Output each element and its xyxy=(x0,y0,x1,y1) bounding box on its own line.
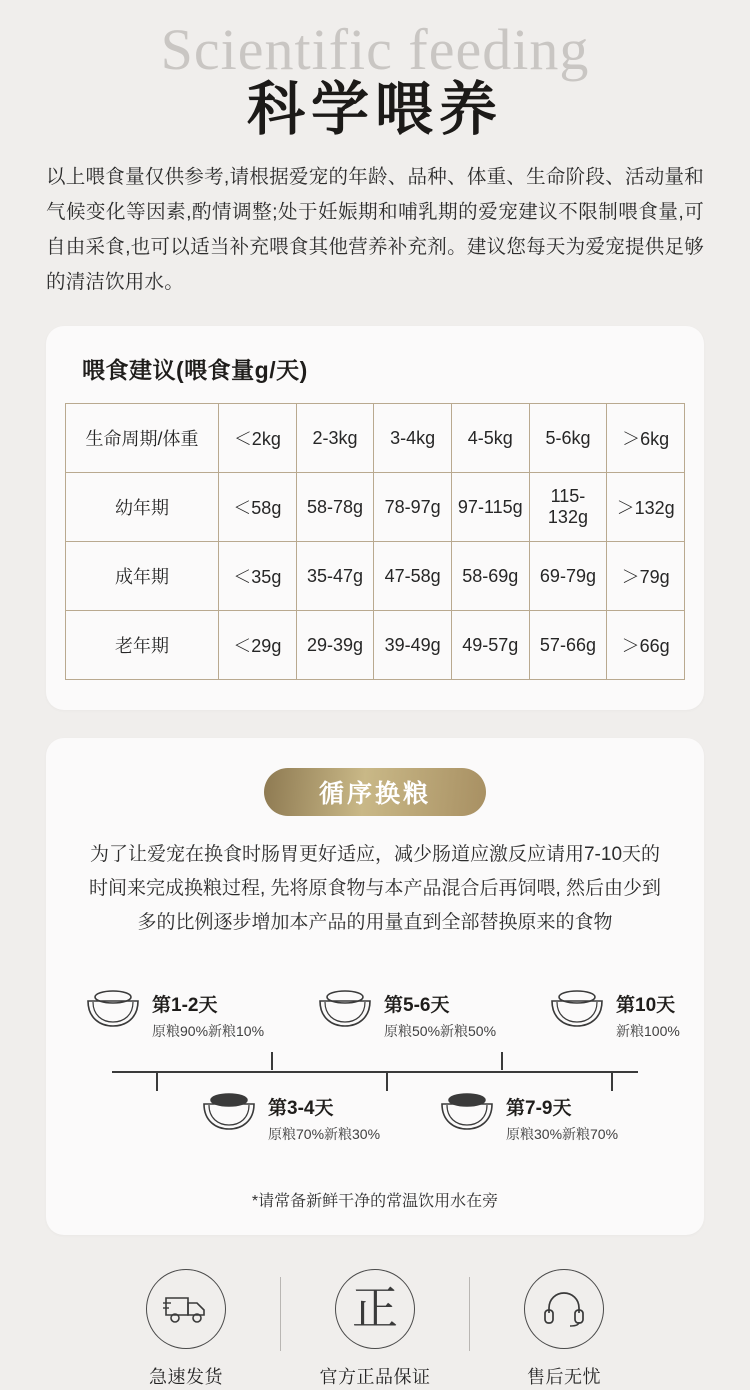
feeding-guide-title: 喂食建议(喂食量g/天) xyxy=(82,357,308,383)
table-cell: ＞79g xyxy=(607,542,685,611)
bowl-icon xyxy=(82,988,144,1028)
table-cell: 39-49g xyxy=(374,611,452,680)
table-row xyxy=(66,611,685,680)
table-cell: 57-66g xyxy=(529,611,607,680)
bowl-icon xyxy=(436,1091,498,1131)
table-cell: 35-47g xyxy=(296,542,374,611)
table-header-cell: 生命周期/体重 xyxy=(66,404,219,473)
timeline-day-label: 第1-2天 xyxy=(152,995,218,1016)
table-header-cell: ＞6kg xyxy=(607,404,685,473)
table-cell: 58-69g xyxy=(451,542,529,611)
table-cell: 成年期 xyxy=(66,542,219,611)
table-cell: 29-39g xyxy=(296,611,374,680)
table-header-cell: 3-4kg xyxy=(374,404,452,473)
divider xyxy=(469,1277,470,1351)
timeline-ratio-label: 新粮100% xyxy=(616,1023,680,1039)
header-background-text: Scientific feeding xyxy=(160,17,590,82)
table-cell: 58-78g xyxy=(296,473,374,542)
service-guarantees xyxy=(0,1269,750,1389)
table-cell: ＞66g xyxy=(607,611,685,680)
table-cell: 115-132g xyxy=(529,473,607,542)
table-cell: 幼年期 xyxy=(66,473,219,542)
table-cell: ＜35g xyxy=(219,542,297,611)
service-item-after-sales xyxy=(474,1269,654,1389)
zheng-glyph: 正 xyxy=(352,1283,398,1334)
table-cell: 老年期 xyxy=(66,611,219,680)
timeline-day-label: 第5-6天 xyxy=(384,995,450,1016)
intro-paragraph: 以上喂食量仅供参考,请根据爱宠的年龄、品种、体重、生命阶段、活动量和气候变化等因素,酌情调整;处于妊娠期和哺乳期的爱宠建议不限制喂食量,可自由采食,也可以适当补充喂食其他营养补充剂。建议您每天为爱宠提供足够的清洁饮用水。 xyxy=(46,166,704,293)
zheng-character-icon xyxy=(335,1269,415,1349)
table-cell: ＞132g xyxy=(607,473,685,542)
transition-description: 为了让爱宠在换食时肠胃更好适应，减少肠道应激反应请用7-10天的时间来完成换粮过程, 先将原食物与本产品混合后再饲喂, 然后由少到多的比例逐步增加本产品的用量直到全部替换原来的食物 xyxy=(88,844,662,933)
timeline-ratio-label: 原粮90%新粮10% xyxy=(152,1023,265,1039)
timeline-tick xyxy=(386,1073,388,1091)
timeline-day-label: 第3-4天 xyxy=(268,1098,334,1119)
service-label: 售后无忧 xyxy=(527,1367,601,1387)
water-note: *请常备新鲜干净的常温饮用水在旁 xyxy=(251,1193,499,1210)
table-cell: 97-115g xyxy=(451,473,529,542)
table-row xyxy=(66,542,685,611)
timeline-tick xyxy=(271,1052,273,1070)
table-row xyxy=(66,473,685,542)
feeding-guide-card xyxy=(46,326,704,710)
table-cell: 47-58g xyxy=(374,542,452,611)
truck-icon xyxy=(146,1269,226,1349)
table-header-cell: 2-3kg xyxy=(296,404,374,473)
timeline-ratio-label: 原粮50%新粮50% xyxy=(384,1023,497,1039)
page-title: 科学喂养 xyxy=(246,77,503,142)
table-header-cell: ＜2kg xyxy=(219,404,297,473)
headset-icon xyxy=(524,1269,604,1349)
table-cell: ＜58g xyxy=(219,473,297,542)
timeline-day-label: 第7-9天 xyxy=(506,1098,572,1119)
timeline-step xyxy=(198,1091,380,1144)
timeline-day-label: 第10天 xyxy=(616,995,676,1016)
timeline-step xyxy=(314,988,496,1041)
timeline-tick xyxy=(501,1052,503,1070)
timeline-tick xyxy=(611,1073,613,1091)
timeline-step xyxy=(82,988,264,1041)
timeline-ratio-label: 原粮30%新粮70% xyxy=(506,1126,619,1142)
table-cell: 49-57g xyxy=(451,611,529,680)
bowl-icon xyxy=(314,988,376,1028)
timeline-ratio-label: 原粮70%新粮30% xyxy=(268,1126,381,1142)
bowl-icon xyxy=(198,1091,260,1131)
table-header-cell: 4-5kg xyxy=(451,404,529,473)
transition-timeline xyxy=(46,966,704,1186)
service-item-authentic xyxy=(285,1269,465,1389)
table-header-cell: 5-6kg xyxy=(529,404,607,473)
page-header xyxy=(0,0,750,150)
table-cell: 69-79g xyxy=(529,542,607,611)
service-item-fast-shipping xyxy=(96,1269,276,1389)
divider xyxy=(280,1277,281,1351)
timeline-tick xyxy=(156,1073,158,1091)
transition-badge: 循序换粮 xyxy=(264,768,486,816)
table-cell: 78-97g xyxy=(374,473,452,542)
feeding-table xyxy=(65,403,685,680)
timeline-step xyxy=(546,988,680,1041)
food-transition-card xyxy=(46,738,704,1235)
service-label: 官方正品保证 xyxy=(319,1367,431,1387)
table-cell: ＜29g xyxy=(219,611,297,680)
service-label: 急速发货 xyxy=(149,1367,223,1387)
timeline-step xyxy=(436,1091,618,1144)
table-header-row xyxy=(66,404,685,473)
timeline-axis xyxy=(112,1071,638,1073)
bowl-icon xyxy=(546,988,608,1028)
